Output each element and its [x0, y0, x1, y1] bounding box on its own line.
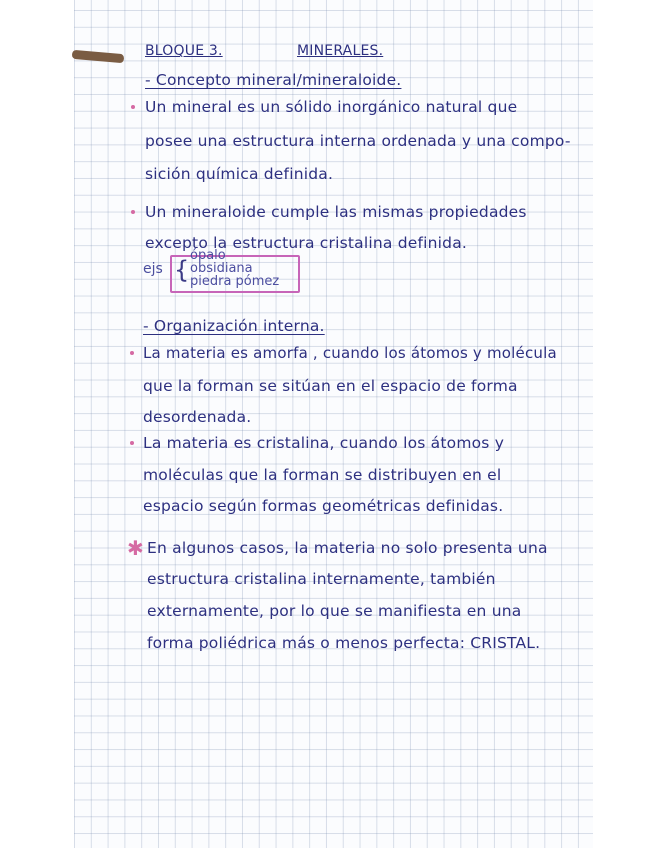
- mineral-definition-line-2: posee una estructura interna ordenada y una compo-: [145, 132, 571, 150]
- mineraloid-definition-line-1: Un mineraloide cumple las mismas propiedades: [145, 203, 527, 221]
- subtopic-concept: - Concepto mineral/mineraloide.: [145, 71, 402, 89]
- bullet-dot-icon: [131, 105, 135, 109]
- bullet-dot-icon: [130, 441, 134, 445]
- crystal-note-line-1: En algunos casos, la materia no solo presenta una: [147, 539, 548, 557]
- crystal-note-line-3: externamente, por lo que se manifiesta en una: [147, 602, 522, 620]
- example-obsidian: obsidiana: [190, 261, 253, 276]
- bullet-dot-icon: [130, 351, 134, 355]
- curly-brace-icon: {: [174, 256, 190, 284]
- crystalline-line-3: espacio según formas geométricas definidas.: [143, 497, 504, 515]
- amorphous-line-3: desordenada.: [143, 408, 252, 426]
- amorphous-line-2: que la forman se sitúan en el espacio de forma: [143, 377, 518, 395]
- example-pumice: piedra pómez: [190, 274, 280, 289]
- block-title: BLOQUE 3.: [145, 43, 223, 59]
- crystalline-line-2: moléculas que la forman se distribuyen en el: [143, 466, 502, 484]
- left-margin: [0, 0, 74, 848]
- examples-label: ejs: [143, 261, 163, 277]
- subtopic-organization: - Organización interna.: [143, 317, 325, 335]
- amorphous-line-1: La materia es amorfa , cuando los átomos y molécula: [143, 344, 557, 362]
- faint-bleedthrough: [345, 18, 570, 32]
- mineraloid-definition-line-2: excepto la estructura cristalina definida.: [145, 234, 468, 252]
- asterisk-icon: ✱: [127, 536, 144, 560]
- right-margin: [593, 0, 655, 848]
- crystal-note-line-4: forma poliédrica más o menos perfecta: CRISTAL.: [147, 634, 541, 652]
- crystalline-line-1: La materia es cristalina, cuando los átomos y: [143, 434, 505, 452]
- mineral-definition-line-3: sición química definida.: [145, 165, 334, 183]
- crystal-note-line-2: estructura cristalina internamente, también: [147, 570, 496, 588]
- pencil-mark: [72, 50, 125, 63]
- mineral-definition-line-1: Un mineral es un sólido inorgánico natural que: [145, 98, 518, 116]
- topic-title: MINERALES.: [297, 43, 384, 59]
- bullet-dot-icon: [131, 210, 135, 214]
- example-opal: ópalo: [190, 248, 226, 263]
